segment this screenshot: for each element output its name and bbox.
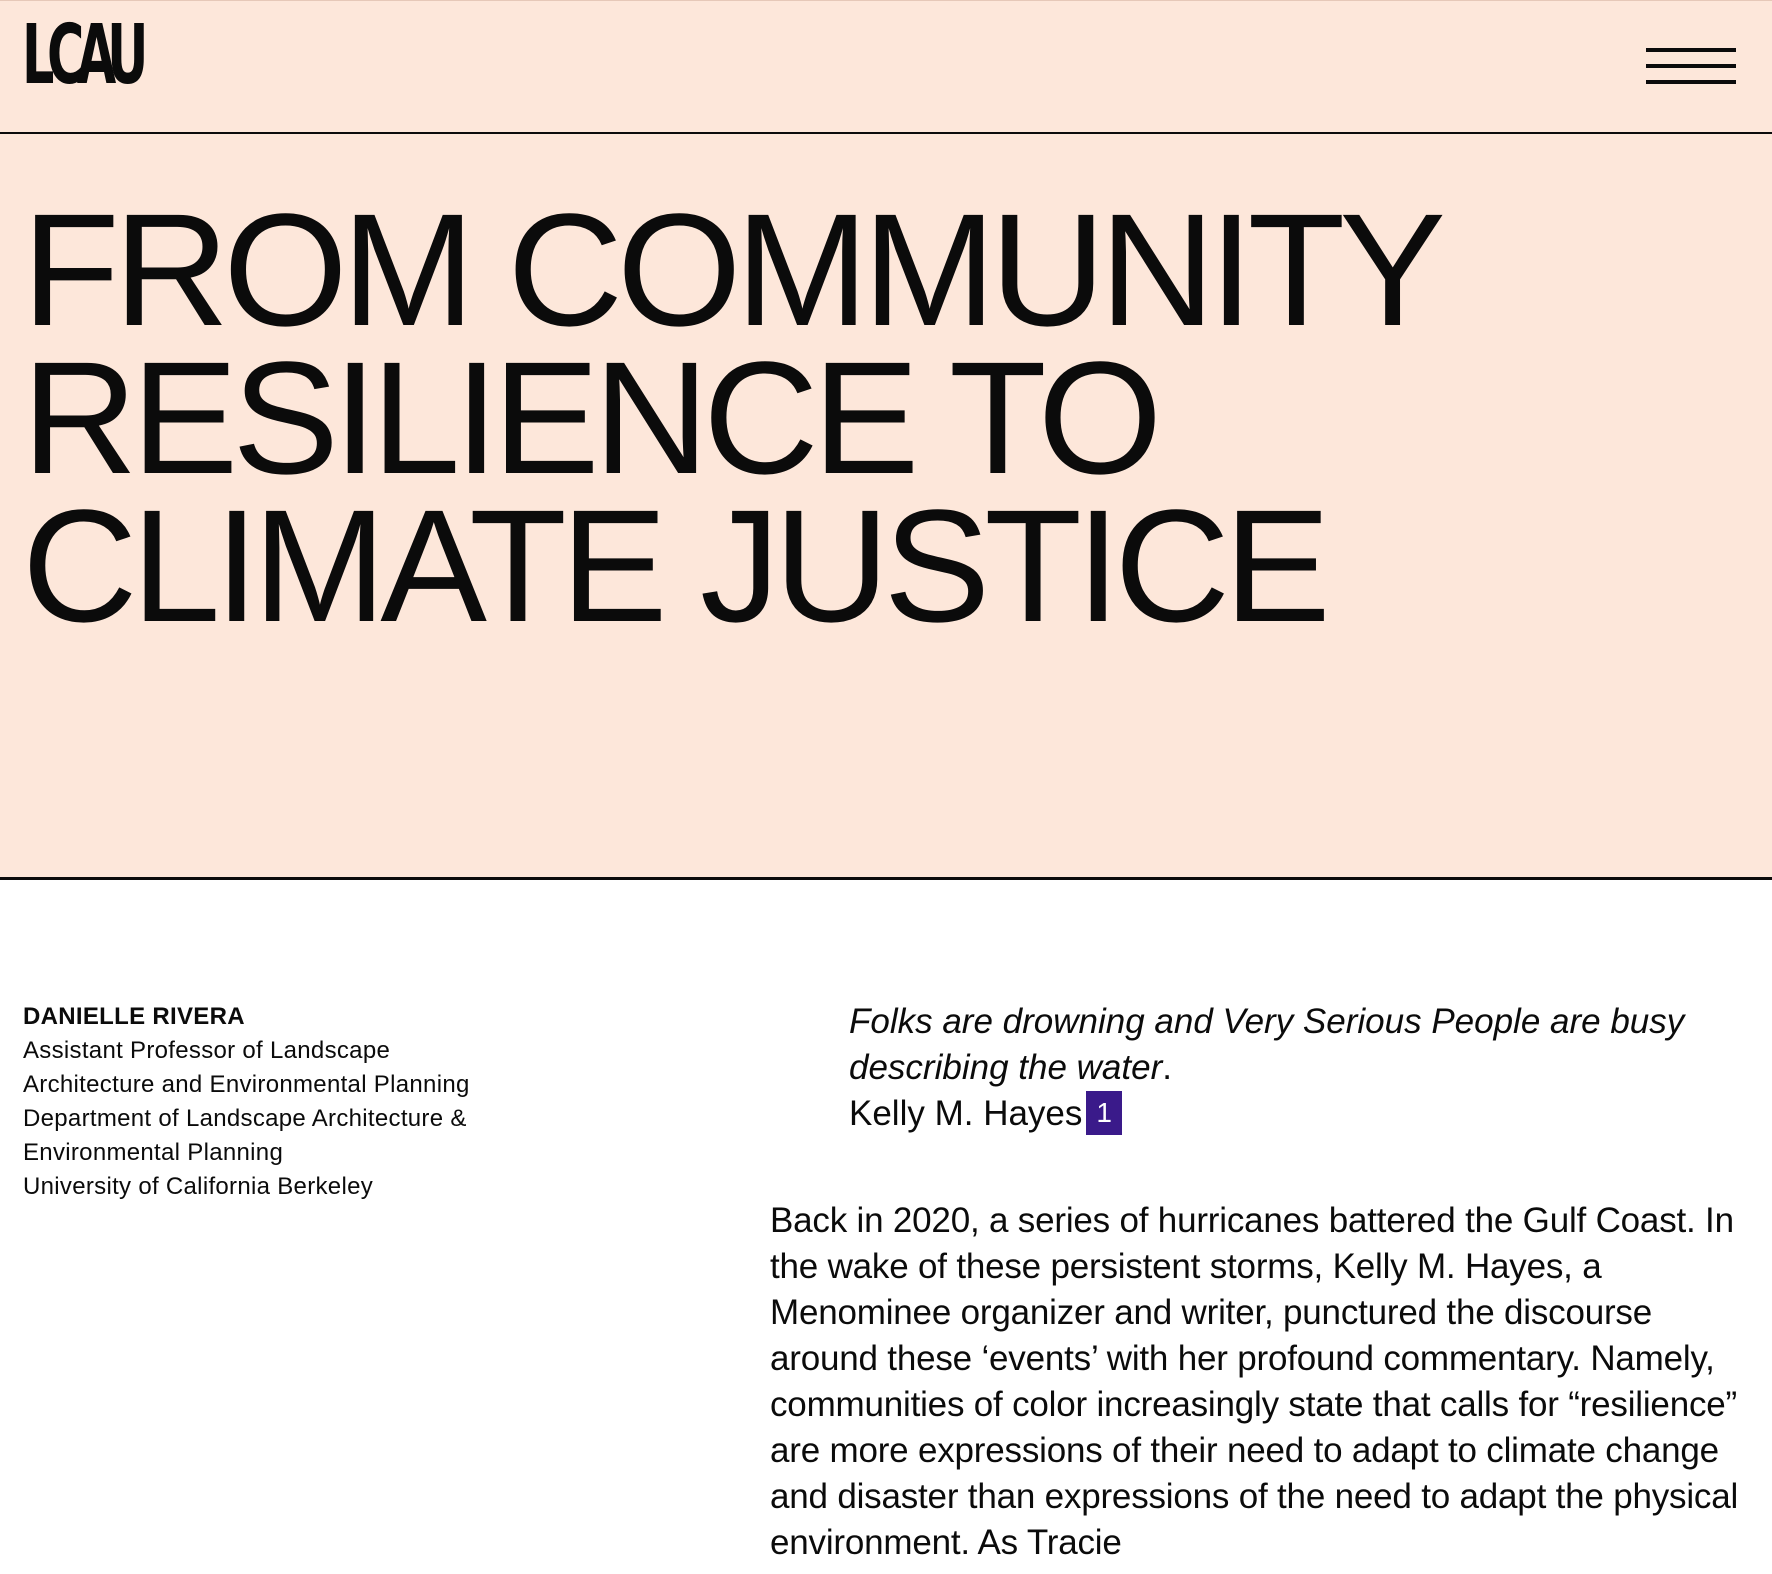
author-title: Assistant Professor of Landscape bbox=[23, 1037, 391, 1064]
epigraph-quote-end: . bbox=[1162, 1048, 1172, 1087]
author-department: Department of Landscape Architecture & bbox=[23, 1105, 467, 1132]
page-title bbox=[22, 180, 1722, 655]
author-university: University of California Berkeley bbox=[23, 1173, 374, 1200]
article-body-paragraph: Back in 2020, a series of hurricanes battered the Gulf Coast. In the wake of these persistent storms, Kelly M. Hayes, a Menominee organizer and writer, punctured the discourse around these ‘events’ with her profound commentary. Namely, communities of color increasingly state that calls for “resilience” are more expressions of their need to adapt to climate change and disaster than expressions of the need to adapt the physical environment. As Tracie bbox=[770, 1201, 1739, 1562]
footnote-link[interactable]: 1 bbox=[1086, 1091, 1122, 1135]
author-department: Environmental Planning bbox=[23, 1139, 284, 1166]
epigraph-author: Kelly M. Hayes bbox=[849, 1094, 1083, 1133]
hamburger-menu-icon-bar bbox=[1646, 80, 1736, 84]
site-header bbox=[0, 0, 1772, 134]
title-line: RESILIENCE TO bbox=[22, 328, 1157, 507]
author-info bbox=[23, 1000, 563, 1204]
hamburger-menu-icon bbox=[1646, 48, 1736, 52]
site-logo[interactable]: LCAU bbox=[22, 8, 142, 103]
epigraph-attribution bbox=[849, 1091, 1729, 1137]
epigraph-quote: Folks are drowning and Very Serious People are busy describing the water bbox=[849, 1002, 1685, 1087]
hamburger-menu-icon-bar bbox=[1646, 64, 1736, 68]
menu-button[interactable] bbox=[1640, 45, 1736, 91]
title-line: FROM COMMUNITY bbox=[22, 180, 1441, 359]
title-line: CLIMATE JUSTICE bbox=[22, 476, 1325, 655]
author-name: DANIELLE RIVERA bbox=[23, 1003, 245, 1030]
hero-section bbox=[0, 134, 1772, 880]
author-title: Architecture and Environmental Planning bbox=[23, 1071, 470, 1098]
epigraph bbox=[849, 999, 1729, 1137]
